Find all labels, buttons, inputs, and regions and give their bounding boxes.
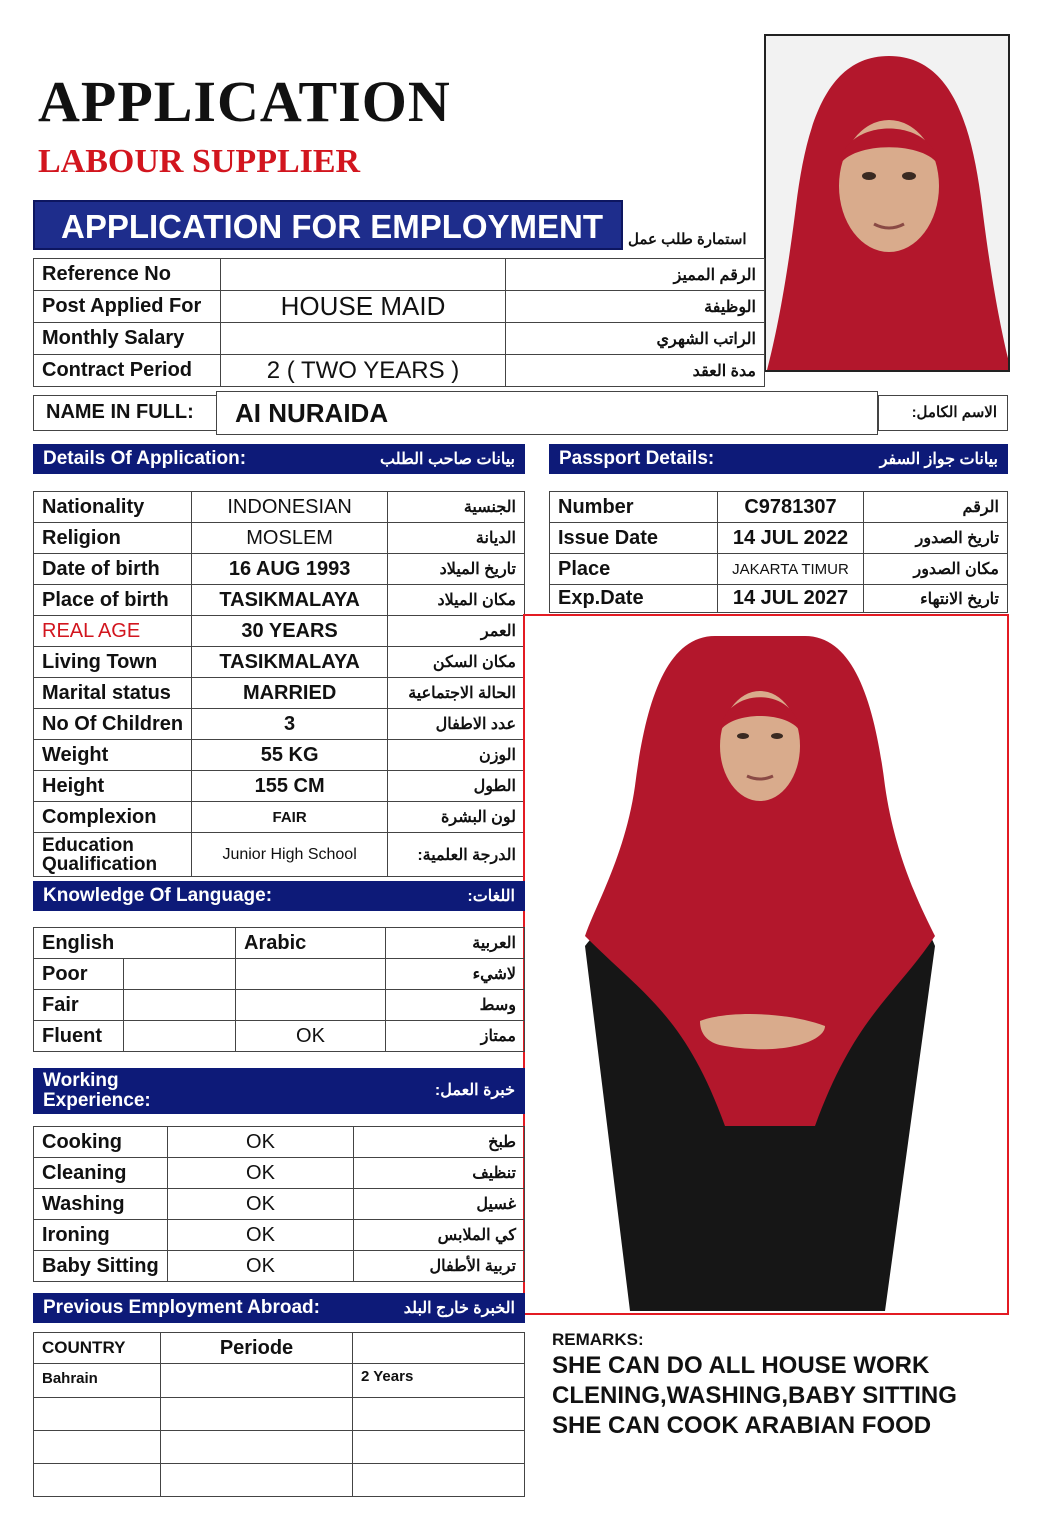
full-body-illustration: [525, 616, 1009, 1315]
detail-label: No Of Children: [34, 709, 192, 740]
language-col-arabic-ar: العربية: [386, 928, 525, 959]
experience-arabic: تربية الأطفال: [354, 1251, 525, 1282]
table-row: [34, 1158, 525, 1189]
language-col-arabic: Arabic: [236, 928, 386, 959]
remark-line: SHE CAN DO ALL HOUSE WORK: [552, 1352, 930, 1379]
experience-value: OK: [168, 1127, 354, 1158]
detail-arabic: الحالة الاجتماعية: [388, 678, 525, 709]
experience-value: OK: [168, 1158, 354, 1189]
experience-label: Ironing: [34, 1220, 168, 1251]
table-row: [34, 1189, 525, 1220]
table-row: [550, 523, 1008, 554]
experience-arabic: طبخ: [354, 1127, 525, 1158]
language-level-label: Fair: [34, 990, 124, 1021]
table-row: [34, 291, 765, 323]
post-applied-arabic: الوظيفة: [506, 291, 765, 323]
passport-label: Issue Date: [550, 523, 718, 554]
table-row: [34, 1398, 525, 1431]
experience-arabic: تنظيف: [354, 1158, 525, 1189]
language-arabic-value: OK: [236, 1021, 386, 1052]
application-info-table: [33, 258, 765, 387]
details-header-arabic: بيانات صاحب الطلب: [380, 451, 515, 468]
monthly-salary-value: [221, 323, 506, 355]
passport-value: 14 JUL 2027: [718, 585, 864, 613]
detail-value: 155 CM: [192, 771, 388, 802]
full-name-value: AI NURAIDA: [216, 391, 878, 435]
monthly-salary-label: Monthly Salary: [34, 323, 221, 355]
experience-label: Cleaning: [34, 1158, 168, 1189]
table-row: [34, 709, 525, 740]
empty-cell: [353, 1398, 525, 1431]
previous-employment-header: [33, 1293, 525, 1323]
passport-arabic: تاريخ الصدور: [864, 523, 1008, 554]
table-row: [34, 616, 525, 647]
contract-period-value: 2 ( TWO YEARS ): [221, 355, 506, 387]
empty-cell: [161, 1431, 353, 1464]
detail-value: MARRIED: [192, 678, 388, 709]
experience-header-line1: Working: [43, 1070, 119, 1091]
table-row: [34, 492, 525, 523]
table-row: [550, 585, 1008, 613]
detail-arabic: تاريخ الميلاد: [388, 554, 525, 585]
contract-period-arabic: مدة العقد: [506, 355, 765, 387]
detail-label: Complexion: [34, 802, 192, 833]
language-level-label: Fluent: [34, 1021, 124, 1052]
table-row: [34, 1021, 525, 1052]
table-row: [34, 1364, 525, 1398]
empty-cell: [353, 1464, 525, 1497]
contract-period-label: Contract Period: [34, 355, 221, 387]
table-row: [34, 355, 765, 387]
reference-no-value: [221, 259, 506, 291]
previous-employment-table: [33, 1332, 525, 1497]
detail-label: Date of birth: [34, 554, 192, 585]
language-english-value: [124, 959, 236, 990]
table-row: [34, 1251, 525, 1282]
table-row: [550, 492, 1008, 523]
table-row: [34, 1431, 525, 1464]
portrait-photo: [764, 34, 1010, 372]
detail-arabic: العمر: [388, 616, 525, 647]
detail-label: Education Qualification: [34, 833, 192, 877]
experience-arabic: كي الملابس: [354, 1220, 525, 1251]
previous-employment-label: Previous Employment Abroad:: [43, 1297, 320, 1318]
language-arabic-value: [236, 959, 386, 990]
table-row: [34, 678, 525, 709]
detail-label: REAL AGE: [34, 616, 192, 647]
language-level-arabic: ممتاز: [386, 1021, 525, 1052]
details-table: [33, 491, 525, 877]
form-banner-arabic: استمارة طلب عمل: [628, 231, 747, 248]
table-row: [34, 585, 525, 616]
table-row: [34, 771, 525, 802]
language-header-label: Knowledge Of Language:: [43, 885, 273, 906]
table-row: [34, 259, 765, 291]
portrait-illustration: [766, 36, 1010, 372]
table-row: [34, 323, 765, 355]
experience-label: Baby Sitting: [34, 1251, 168, 1282]
passport-value: JAKARTA TIMUR: [718, 554, 864, 585]
passport-header-arabic: بيانات جواز السفر: [879, 451, 998, 468]
detail-value: TASIKMALAYA: [192, 647, 388, 678]
full-name-arabic: الاسم الكامل:: [878, 395, 1008, 431]
table-row: [34, 1333, 525, 1364]
detail-value: 3: [192, 709, 388, 740]
detail-value: 30 YEARS: [192, 616, 388, 647]
passport-value: 14 JUL 2022: [718, 523, 864, 554]
detail-arabic: الطول: [388, 771, 525, 802]
experience-label: Washing: [34, 1189, 168, 1220]
detail-value: MOSLEM: [192, 523, 388, 554]
details-header-label: Details Of Application:: [43, 448, 247, 469]
table-row: [550, 554, 1008, 585]
language-header-arabic: اللغات:: [467, 888, 515, 905]
page-title: APPLICATION: [38, 69, 451, 134]
language-header: [33, 881, 525, 911]
table-row: [34, 647, 525, 678]
detail-value: 16 AUG 1993: [192, 554, 388, 585]
table-row: [34, 990, 525, 1021]
detail-value: FAIR: [192, 802, 388, 833]
empty-cell: [161, 1398, 353, 1431]
experience-header: [33, 1068, 525, 1114]
language-english-value: [124, 990, 236, 1021]
reference-no-arabic: الرقم المميز: [506, 259, 765, 291]
table-row: [34, 928, 525, 959]
passport-value: C9781307: [718, 492, 864, 523]
period-value: [161, 1364, 353, 1398]
experience-header-arabic: خبرة العمل:: [434, 1082, 515, 1099]
col-period: Periode: [161, 1333, 353, 1364]
empty-cell: [353, 1431, 525, 1464]
language-arabic-value: [236, 990, 386, 1021]
form-banner: APPLICATION FOR EMPLOYMENT: [33, 200, 623, 250]
passport-label: Number: [550, 492, 718, 523]
language-level-arabic: لاشيء: [386, 959, 525, 990]
passport-header: [549, 444, 1008, 474]
detail-arabic: عدد الاطفال: [388, 709, 525, 740]
duration-value: 2 Years: [353, 1364, 525, 1398]
detail-arabic: الوزن: [388, 740, 525, 771]
table-row: [34, 802, 525, 833]
previous-employment-arabic: الخبرة خارج البلد: [403, 1300, 515, 1317]
passport-arabic: مكان الصدور: [864, 554, 1008, 585]
detail-value: Junior High School: [192, 833, 388, 877]
experience-arabic: غسيل: [354, 1189, 525, 1220]
post-applied-label: Post Applied For: [34, 291, 221, 323]
detail-arabic: الجنسية: [388, 492, 525, 523]
table-row: [34, 740, 525, 771]
detail-arabic: مكان الميلاد: [388, 585, 525, 616]
experience-header-line2: Experience:: [43, 1090, 151, 1111]
details-header: [33, 444, 525, 474]
passport-label: Place: [550, 554, 718, 585]
experience-table: [33, 1126, 525, 1282]
full-name-label: NAME IN FULL:: [33, 395, 217, 431]
passport-label: Exp.Date: [550, 585, 718, 613]
remark-line: SHE CAN COOK ARABIAN FOOD: [552, 1412, 932, 1439]
detail-value: 55 KG: [192, 740, 388, 771]
detail-label: Living Town: [34, 647, 192, 678]
page-subtitle: LABOUR SUPPLIER: [38, 143, 361, 180]
detail-label: Weight: [34, 740, 192, 771]
detail-arabic: لون البشرة: [388, 802, 525, 833]
full-body-photo: [523, 614, 1009, 1315]
language-table: [33, 927, 525, 1052]
language-level-label: Poor: [34, 959, 124, 990]
detail-label: Religion: [34, 523, 192, 554]
table-row: [34, 1127, 525, 1158]
experience-header-label: [43, 1071, 151, 1111]
table-row: [34, 1220, 525, 1251]
empty-cell: [34, 1464, 161, 1497]
detail-value: TASIKMALAYA: [192, 585, 388, 616]
table-row: [34, 833, 525, 877]
language-col-english: English: [34, 928, 236, 959]
country-value: Bahrain: [34, 1364, 161, 1398]
table-row: [34, 523, 525, 554]
detail-label: Place of birth: [34, 585, 192, 616]
monthly-salary-arabic: الراتب الشهري: [506, 323, 765, 355]
empty-cell: [161, 1464, 353, 1497]
remark-line: CLENING,WASHING,BABY SITTING: [552, 1382, 957, 1409]
experience-value: OK: [168, 1189, 354, 1220]
empty-cell: [34, 1398, 161, 1431]
table-row: [34, 1464, 525, 1497]
detail-label: Marital status: [34, 678, 192, 709]
post-applied-value: HOUSE MAID: [221, 291, 506, 323]
passport-header-label: Passport Details:: [559, 448, 715, 469]
detail-arabic: الديانة: [388, 523, 525, 554]
passport-table: [549, 491, 1008, 613]
detail-label: Height: [34, 771, 192, 802]
reference-no-label: Reference No: [34, 259, 221, 291]
remarks-label: REMARKS:: [552, 1330, 644, 1349]
table-row: [34, 554, 525, 585]
detail-label: Nationality: [34, 492, 192, 523]
empty-cell: [34, 1431, 161, 1464]
passport-arabic: تاريخ الانتهاء: [864, 585, 1008, 613]
detail-value: INDONESIAN: [192, 492, 388, 523]
detail-arabic: مكان السكن: [388, 647, 525, 678]
table-row: [34, 959, 525, 990]
experience-value: OK: [168, 1220, 354, 1251]
language-english-value: [124, 1021, 236, 1052]
col-duration: [353, 1333, 525, 1364]
experience-value: OK: [168, 1251, 354, 1282]
col-country: COUNTRY: [34, 1333, 161, 1364]
language-level-arabic: وسط: [386, 990, 525, 1021]
passport-arabic: الرقم: [864, 492, 1008, 523]
experience-label: Cooking: [34, 1127, 168, 1158]
detail-arabic: الدرجة العلمية:: [388, 833, 525, 877]
